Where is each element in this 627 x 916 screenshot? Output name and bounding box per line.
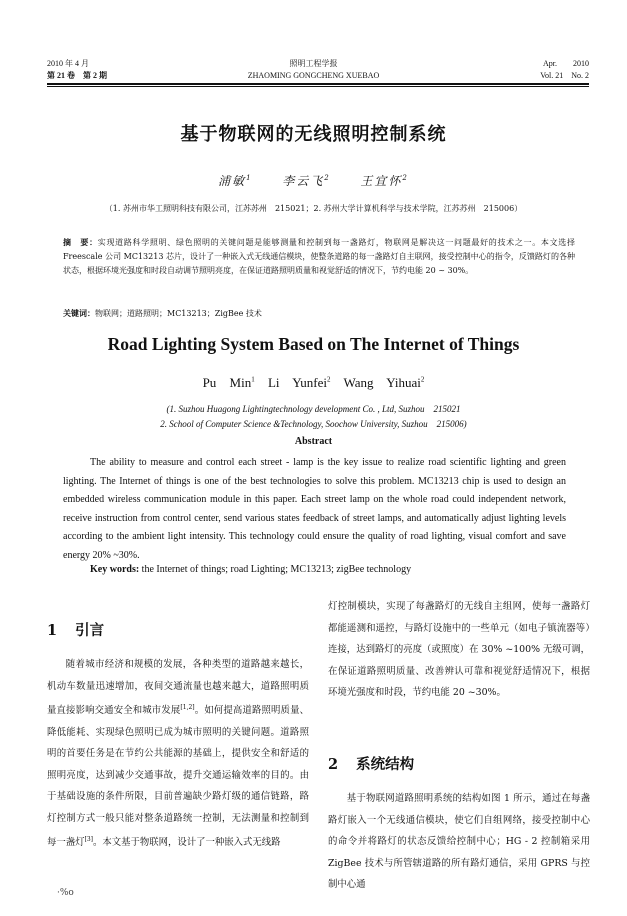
paragraph: 灯控制模块，实现了每盏路灯的无线自主组网，使每一盏路灯都能遥测和遥控，与路灯设施中的一些单元（如电子镇流器等）连接，达到路灯的亮度（或照度）在 30% ~100% 无级可调，在保证道路照明质量、改善辨认可靠和视觉舒适情况下，根据环境光强度和时段，节约电能 20 ~30%。 [328,601,590,698]
keywords-cn [63,308,262,319]
header-date: 2010 年 4 月 [47,59,89,68]
abstract-cn [63,235,575,278]
affiliation-en-1: (1. Suzhou Huagong Lightingtechnology development Co. , Ltd, Suzhou 215021 [166,404,461,414]
author-name: 李云飞 [282,174,325,188]
author-name: 浦敏 [218,174,247,188]
authors-en [0,375,627,391]
paper-title-cn: 基于物联网的无线照明控制系统 [180,124,447,145]
header-journal-cn: 照明工程学报 [289,59,338,68]
abstract-label-cn: 摘 要： [63,237,98,247]
section-number: 2 [328,756,339,773]
paragraph: 基于物联网道路照明系统的结构如图 1 所示，通过在每盏路灯嵌入一个无线通信模块，使它们自组网络，接受控制中心的命令并将路灯的状态反馈给控制中心；HG - 2 控制箱采用 ZigBee 技术与所管辖道路的所有路灯通信，采用 GPRS 与控制中心通 [328,793,590,890]
author-name: Wang Yihuai [343,375,421,390]
keywords-label-en: Key words: [90,564,140,575]
citation: [1,2] [180,704,195,711]
author-sup: 2 [420,375,425,384]
keywords-label-cn: 关键词： [63,308,95,318]
keywords-text-cn: 物联网；道路照明；MC13213；ZigBee 技术 [95,309,262,318]
author-sup: 2 [402,174,409,182]
abstract-heading-en: Abstract [294,436,333,447]
paragraph [47,654,309,854]
section-title: 引言 [75,622,105,639]
author-name: 王宜怀 [360,174,403,188]
header-rule [47,83,589,85]
paper-title-en: Road Lighting System Based on The Internet of Things [107,334,520,354]
affiliation-cn: （1. 苏州市华工照明科技有限公司，江苏苏州 215021；2. 苏州大学计算机科学与技术学院，江苏苏州 215006） [104,204,523,213]
section-heading-1 [47,619,104,640]
right-column-sec2 [328,788,590,896]
header-journal-en: ZHAOMING GONGCHENG XUEBAO [247,71,380,80]
paragraph-text: 随着城市经济和规模的发展，各种类型的道路越来越长，机动车数量迅速增加，夜间交通流量也越来越大，道路照明质量直接影响交通安全和城市发展 [47,659,309,717]
affiliation-en-2: 2. School of Computer Science &Technology, Soochow University, Suzhou 215006) [160,419,467,429]
author-sup: 1 [251,375,255,384]
header-volume: 第 21 卷 第 2 期 [47,71,107,80]
header-date-en: Apr. 2010 [543,59,589,68]
keywords-en [90,564,411,575]
author-name: Pu Min [202,375,252,390]
keywords-text-en: the Internet of things; road Lighting; MC13213; zigBee technology [141,564,412,575]
right-column [328,596,590,704]
author-sup: 2 [324,174,331,182]
authors-cn [0,172,627,189]
author-name: Li Yunfei [267,375,327,390]
citation: [3] [84,836,94,844]
author-sup: 2 [326,375,331,384]
left-column [47,654,309,854]
footer-mark: ·%o [57,888,74,898]
header-volume-en: Vol. 21 No. 2 [540,71,589,80]
section-heading-2 [328,753,414,774]
header-rule-thin [47,86,589,87]
section-title: 系统结构 [356,756,415,773]
section-number: 1 [47,622,58,639]
author-sup: 1 [246,174,253,182]
abstract-text-cn: 实现道路科学照明、绿色照明的关键问题是能够测量和控制到每一盏路灯，物联网是解决这一问题最好的技术之一。本文选择 Freescale 公司 MC13213 芯片，设计了一种嵌入式无线通信模块，使整条道路的每一盏路灯自主联网，接受控制中心的指令，反馈路灯的各种状态，根据环境光强度和时段自动调节照明亮度，在保证道路照明质量和视觉舒适的情况下，节约电能 20 ~ 30%。 [63,238,576,275]
abstract-en: The ability to measure and control each street - lamp is the key issue to realize road scientific lighting and green lighting. The Internet of things is one of the best technologies to solve this problem. MC13213 chip is used to design an embedded wireless communication module in this paper. Each street lamp on the whole road could independent network, receive instruction from control center, send various states feedback of street lamps, and automatically adjust lighting levels according to the ambient light intensity. This technology could ensure the quality of road lighting, visual comfort and save energy 20% ~30%. [63,457,566,561]
paragraph-text: 。如何提高道路照明质量、降低能耗、实现绿色照明已成为城市照明的关键问题。道路照明的首要任务是在节约公共能源的基础上，提供安全和舒适的照明亮度，达到减少交通事故，提升交通运输效率的目的。由于基础设施的条件所限，目前普遍缺少路灯级的通信链路，路灯控制方式一般只能对整条道路统一控制，无法测量和控制到每一盏灯 [47,705,309,849]
paragraph-text: 。本文基于物联网，设计了一种嵌入式无线路 [93,837,281,849]
